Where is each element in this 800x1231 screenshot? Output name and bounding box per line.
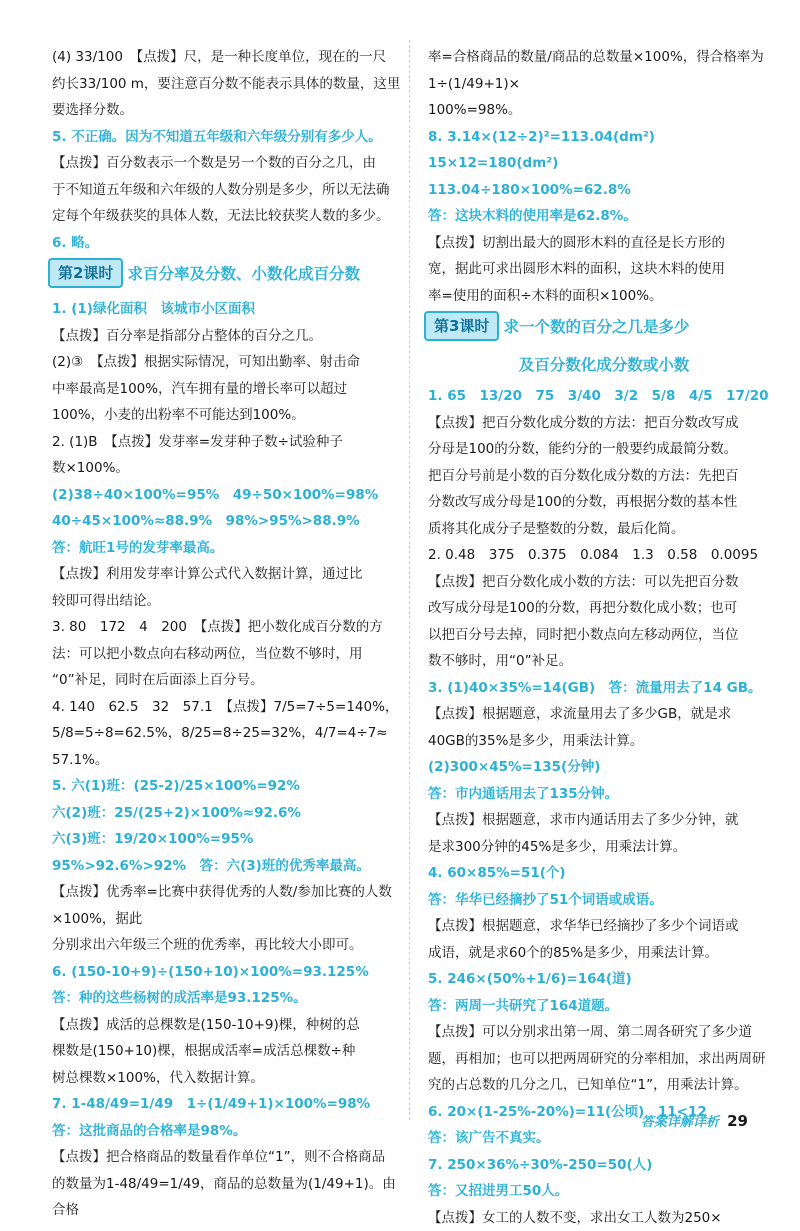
text-line: 【点拨】成活的总棵数是(150-10+9)棵，种树的总	[52, 1012, 404, 1039]
text-line: 要选择分数。	[52, 97, 404, 124]
lesson-title-line2: 及百分数化成分数或小数	[428, 351, 780, 379]
answer-line: 6. 略。	[52, 230, 404, 257]
answer-line: 答：华华已经摘抄了51个词语或成语。	[428, 887, 780, 914]
right-column	[428, 44, 780, 1231]
text-line: 率=使用的面积÷木料的面积×100%。	[428, 283, 780, 310]
lesson-tag: 第2课时	[48, 258, 123, 288]
answer-line: 答：又招进男工50人。	[428, 1178, 780, 1205]
answer-line: 1. 65 13/20 75 3/40 3/2 5/8 4/5 17/20	[428, 383, 780, 410]
text-line: 中率最高是100%，汽车拥有量的增长率可以超过	[52, 376, 404, 403]
answer-line: 答：这块木料的使用率是62.8%。	[428, 203, 780, 230]
answer-line: 5. 246×(50%+1/6)=164(道)	[428, 966, 780, 993]
text-line: 法：可以把小数点向右移动两位，当位数不够时，用	[52, 641, 404, 668]
answer-line: 95%>92.6%>92% 答：六(3)班的优秀率最高。	[52, 853, 404, 880]
page-footer	[641, 1111, 748, 1130]
text-line: 题，再相加；也可以把两周研究的分率相加，求出两周研	[428, 1046, 780, 1073]
text-line: 改写成分母是100的分数，再把分数化成小数；也可	[428, 595, 780, 622]
text-line: 57.1%。	[52, 747, 404, 774]
text-line: 4. 140 62.5 32 57.1 【点拨】7/5=7÷5=140%，	[52, 694, 404, 721]
text-line: 把百分号前是小数的百分数化成分数的方法：先把百	[428, 463, 780, 490]
text-line: 分数改写成分母是100的分数，再根据分数的基本性	[428, 489, 780, 516]
lesson-tag: 第3课时	[424, 311, 499, 341]
text-line: 【点拨】把合格商品的数量看作单位“1”，则不合格商品	[52, 1144, 404, 1171]
text-line: 40GB的35%是多少，用乘法计算。	[428, 728, 780, 755]
text-line: 2. 0.48 375 0.375 0.084 1.3 0.58 0.0095	[428, 542, 780, 569]
text-line: 【点拨】可以分别求出第一周、第二周各研究了多少道	[428, 1019, 780, 1046]
text-line: 约长33/100 m，要注意百分数不能表示具体的数量，这里	[52, 71, 404, 98]
answer-line: 答：两周一共研究了164道题。	[428, 993, 780, 1020]
text-line: 数×100%。	[52, 455, 404, 482]
answer-line: 3. (1)40×35%=14(GB) 答：流量用去了14 GB。	[428, 675, 780, 702]
answer-line: 答：这批商品的合格率是98%。	[52, 1118, 404, 1145]
text-line: 较即可得出结论。	[52, 588, 404, 615]
text-line: 成语，就是求60个的85%是多少，用乘法计算。	[428, 940, 780, 967]
text-line: 【点拨】根据题意，求市内通话用去了多少分钟，就	[428, 807, 780, 834]
answer-line: 4. 60×85%=51(个)	[428, 860, 780, 887]
lesson-banner-continued	[428, 351, 780, 379]
text-line: 100%，小麦的出粉率不可能达到100%。	[52, 402, 404, 429]
answer-line: (2)300×45%=135(分钟)	[428, 754, 780, 781]
text-line: 率=合格商品的数量/商品的总数量×100%，得合格率为1÷(1/49+1)×	[428, 44, 780, 97]
answer-line: 答：该广告不真实。	[428, 1125, 780, 1152]
text-line: 于不知道五年级和六年级的人数分别是多少，所以无法确	[52, 177, 404, 204]
text-line: 100%=98%。	[428, 97, 780, 124]
text-line: 究的占总数的几分之几，已知单位“1”，用乘法计算。	[428, 1072, 780, 1099]
text-line: 棵数是(150+10)棵，根据成活率=成活总棵数÷种	[52, 1038, 404, 1065]
lesson-title: 求百分率及分数、小数化成百分数	[127, 265, 360, 283]
answer-line: 7. 250×36%÷30%-250=50(人)	[428, 1152, 780, 1179]
text-line: 质将其化成分子是整数的分数，最后化简。	[428, 516, 780, 543]
page-number: 29	[727, 1112, 748, 1130]
answer-line: 答：航旺1号的发芽率最高。	[52, 535, 404, 562]
text-line: 【点拨】把百分数化成小数的方法：可以先把百分数	[428, 569, 780, 596]
text-line: 的数量为1-48/49=1/49，商品的总数量为(1/49+1)。由合格	[52, 1171, 404, 1224]
answer-line: 六(2)班：25/(25+2)×100%≈92.6%	[52, 800, 404, 827]
text-line: 是求300分钟的45%是多少，用乘法计算。	[428, 834, 780, 861]
text-line: 【点拨】切割出最大的圆形木料的直径是长方形的	[428, 230, 780, 257]
text-line: “0”补足，同时在后面添上百分号。	[52, 667, 404, 694]
answer-line: 15×12=180(dm²)	[428, 150, 780, 177]
answer-line: 答：种的这些杨树的成活率是93.125%。	[52, 985, 404, 1012]
answer-line: 113.04÷180×100%=62.8%	[428, 177, 780, 204]
text-line: 以把百分号去掉，同时把小数点向左移动两位，当位	[428, 622, 780, 649]
text-line: 【点拨】优秀率=比赛中获得优秀的人数/参加比赛的人数×100%，据此	[52, 879, 404, 932]
text-line: 分别求出六年级三个班的优秀率，再比较大小即可。	[52, 932, 404, 959]
text-line: 【点拨】根据题意，求流量用去了多少GB，就是求	[428, 701, 780, 728]
answer-line: 8. 3.14×(12÷2)²=113.04(dm²)	[428, 124, 780, 151]
answer-line: 6. 20×(1-25%-20%)=11(公顷) 11<12	[428, 1099, 780, 1126]
lesson-title: 求一个数的百分之几是多少	[503, 318, 689, 336]
text-line: 2. (1)B 【点拨】发芽率=发芽种子数÷试验种子	[52, 429, 404, 456]
answer-line: 5. 不正确。因为不知道五年级和六年级分别有多少人。	[52, 124, 404, 151]
answer-line: 40÷45×100%≈88.9% 98%>95%>88.9%	[52, 508, 404, 535]
text-line: 定每个年级获奖的具体人数，无法比较获奖人数的多少。	[52, 203, 404, 230]
text-line: (4) 33/100 【点拨】尺，是一种长度单位，现在的一尺	[52, 44, 404, 71]
answer-line: 7. 1-48/49=1/49 1÷(1/49+1)×100%=98%	[52, 1091, 404, 1118]
footer-brand: 答案详解详析	[641, 1115, 719, 1130]
text-line: 宽，据此可求出圆形木料的面积，这块木料的使用	[428, 256, 780, 283]
answer-line: 六(3)班：19/20×100%=95%	[52, 826, 404, 853]
text-line: 【点拨】利用发芽率计算公式代入数据计算，通过比	[52, 561, 404, 588]
text-line: 【点拨】百分率是指部分占整体的百分之几。	[52, 323, 404, 350]
answer-line: 答：市内通话用去了135分钟。	[428, 781, 780, 808]
answer-line: 6. (150-10+9)÷(150+10)×100%=93.125%	[52, 959, 404, 986]
answer-line: 1. (1)绿化面积 该城市小区面积	[52, 296, 404, 323]
answer-line: (2)38÷40×100%=95% 49÷50×100%=98%	[52, 482, 404, 509]
column-divider	[409, 40, 410, 1120]
text-line: 数不够时，用“0”补足。	[428, 648, 780, 675]
text-line: 【点拨】把百分数化成分数的方法：把百分数改写成	[428, 410, 780, 437]
left-column	[52, 44, 404, 1224]
answer-line: 5. 六(1)班：(25-2)/25×100%=92%	[52, 773, 404, 800]
lesson-banner	[48, 258, 404, 290]
text-line: 树总棵数×100%，代入数据计算。	[52, 1065, 404, 1092]
text-line: 5/8=5÷8=62.5%，8/25=8÷25=32%，4/7=4÷7≈	[52, 720, 404, 747]
text-line: 【点拨】百分数表示一个数是另一个数的百分之几，由	[52, 150, 404, 177]
text-line: (2)③ 【点拨】根据实际情况，可知出勤率、射击命	[52, 349, 404, 376]
lesson-banner	[424, 311, 780, 343]
text-line: 3. 80 172 4 200 【点拨】把小数化成百分数的方	[52, 614, 404, 641]
text-line: 分母是100的分数，能约分的一般要约成最简分数。	[428, 436, 780, 463]
text-line: 【点拨】根据题意，求华华已经摘抄了多少个词语或	[428, 913, 780, 940]
text-line: 【点拨】女工的人数不变，求出女工人数为250×	[428, 1205, 780, 1231]
